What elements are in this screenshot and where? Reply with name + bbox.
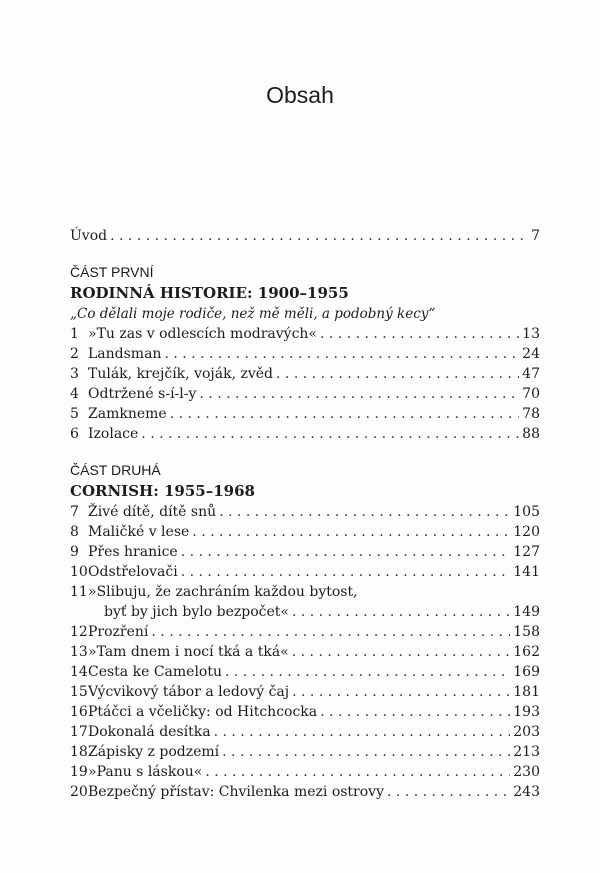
- entry-number: 17: [70, 724, 88, 740]
- entry-number: 14: [70, 664, 88, 680]
- dot-leader: [199, 384, 519, 404]
- entry-number: 9: [70, 544, 79, 560]
- entry-page: 120: [513, 524, 540, 540]
- entry-title: Zápisky z podzemí: [88, 744, 220, 760]
- entry-number: 8: [70, 524, 79, 540]
- entry-title: »Panu s láskou«: [88, 764, 203, 780]
- entry-page: 169: [513, 664, 540, 680]
- dot-leader: [181, 542, 511, 562]
- toc-entry: [70, 344, 540, 364]
- entry-number: 7: [70, 504, 79, 520]
- toc-entry: [70, 622, 540, 642]
- entry-number: 18: [70, 744, 88, 760]
- entry-title: Cesta ke Camelotu: [88, 664, 222, 680]
- entry-number: 5: [70, 406, 79, 422]
- dot-leader: [192, 522, 510, 542]
- entry-page: 7: [531, 228, 540, 244]
- entry-page: 213: [513, 744, 540, 760]
- entry-number: 6: [70, 426, 79, 442]
- entry-number: 10: [70, 564, 88, 580]
- entry-title: Živé dítě, dítě snů: [88, 504, 217, 520]
- entry-page: 127: [513, 544, 540, 560]
- entry-page: 162: [513, 644, 540, 660]
- entry-number: 15: [70, 684, 88, 700]
- entry-title: Prozření: [88, 624, 149, 640]
- entry-number: 3: [70, 366, 79, 382]
- toc-entry: [70, 542, 540, 562]
- toc-part: [70, 262, 540, 444]
- toc-entry: [70, 742, 540, 762]
- entry-page: 24: [522, 346, 540, 362]
- entry-title: »Tam dnem i nocí tká a tká«: [88, 644, 289, 660]
- dot-leader: [110, 226, 528, 246]
- dot-leader: [214, 722, 511, 742]
- dot-leader: [164, 344, 519, 364]
- toc-entry: [70, 522, 540, 542]
- part-title: RODINNÁ HISTORIE: 1900–1955: [70, 284, 349, 302]
- part-subtitle: „Co dělali moje rodiče, než mě měli, a podobný kecy“: [70, 306, 436, 322]
- part-title: CORNISH: 1955–1968: [70, 482, 255, 500]
- dot-leader: [151, 622, 510, 642]
- dot-leader: [276, 364, 519, 384]
- entry-title: Bezpečný přístav: Chvilenka mezi ostrovy: [88, 784, 384, 800]
- table-of-contents: [70, 226, 540, 802]
- entry-page: 13: [522, 326, 540, 342]
- entry-number: 4: [70, 386, 79, 402]
- entry-number: 16: [70, 704, 88, 720]
- entry-number: 2: [70, 346, 79, 362]
- toc-entry: [70, 324, 540, 344]
- toc-entry: [70, 424, 540, 444]
- toc-entry: [70, 562, 540, 582]
- toc-entry: [70, 702, 540, 722]
- entry-number: 12: [70, 624, 88, 640]
- dot-leader: [222, 742, 510, 762]
- toc-entry: [70, 502, 540, 522]
- dot-leader: [141, 424, 519, 444]
- entry-number: 13: [70, 644, 88, 660]
- entry-title: Tulák, krejčík, voják, zvěd: [88, 366, 274, 382]
- entry-title: Úvod: [70, 228, 108, 244]
- entry-title: Dokonalá desítka: [88, 724, 211, 740]
- entry-number: 1: [70, 326, 79, 342]
- toc-entry: [70, 662, 540, 682]
- dot-leader: [320, 324, 519, 344]
- dot-leader: [387, 782, 510, 802]
- dot-leader: [292, 682, 510, 702]
- part-label: ČÁST PRVNÍ: [70, 264, 154, 280]
- entry-page: 243: [513, 784, 540, 800]
- entry-page: 230: [513, 764, 540, 780]
- toc-entry: [70, 404, 540, 424]
- entry-number: 19: [70, 764, 88, 780]
- entry-title: Výcvikový tábor a ledový čaj: [88, 684, 290, 700]
- entry-number: 20: [70, 784, 88, 800]
- toc-part: [70, 460, 540, 802]
- toc-entry: [70, 384, 540, 404]
- dot-leader: [205, 762, 510, 782]
- toc-entry: [70, 602, 540, 622]
- entry-title: »Tu zas v odlescích modravých«: [88, 326, 317, 342]
- toc-entry: [70, 782, 540, 802]
- dot-leader: [292, 602, 510, 622]
- toc-entry: [70, 722, 540, 742]
- page-title: Obsah: [266, 82, 334, 108]
- entry-title: Odstřelovači: [88, 564, 178, 580]
- entry-page: 88: [522, 426, 540, 442]
- dot-leader: [225, 662, 510, 682]
- entry-title: Maličké v lese: [88, 524, 190, 540]
- entry-page: 47: [522, 366, 540, 382]
- entry-page: 105: [513, 504, 540, 520]
- toc-entry: [70, 364, 540, 384]
- entry-page: 181: [513, 684, 540, 700]
- entry-page: 141: [513, 564, 540, 580]
- entry-title: Odtržené s-í-l-y: [88, 386, 197, 402]
- entry-title: Izolace: [88, 426, 139, 442]
- entry-page: 203: [513, 724, 540, 740]
- entry-title: Přes hranice: [88, 544, 178, 560]
- dot-leader: [219, 502, 510, 522]
- entry-page: 193: [513, 704, 540, 720]
- entry-page: 78: [522, 406, 540, 422]
- dot-leader: [292, 642, 511, 662]
- toc-entry-intro: [70, 226, 540, 246]
- entry-title: Landsman: [88, 346, 162, 362]
- entry-number: 11: [70, 584, 88, 600]
- toc-entry: [70, 642, 540, 662]
- entry-title: Ptáčci a včeličky: od Hitchcocka: [88, 704, 318, 720]
- toc-entry: [70, 582, 540, 602]
- dot-leader: [170, 404, 519, 424]
- toc-entry: [70, 682, 540, 702]
- entry-page: 158: [513, 624, 540, 640]
- entry-title: byť by jich bylo bezpočet«: [104, 604, 289, 620]
- part-label: ČÁST DRUHÁ: [70, 462, 161, 478]
- dot-leader: [181, 562, 511, 582]
- dot-leader: [320, 702, 510, 722]
- entry-title: Zamkneme: [88, 406, 167, 422]
- entry-page: 149: [513, 604, 540, 620]
- entry-page: 70: [522, 386, 540, 402]
- toc-entry: [70, 762, 540, 782]
- entry-title: »Slibuju, že zachráním každou bytost,: [88, 584, 358, 600]
